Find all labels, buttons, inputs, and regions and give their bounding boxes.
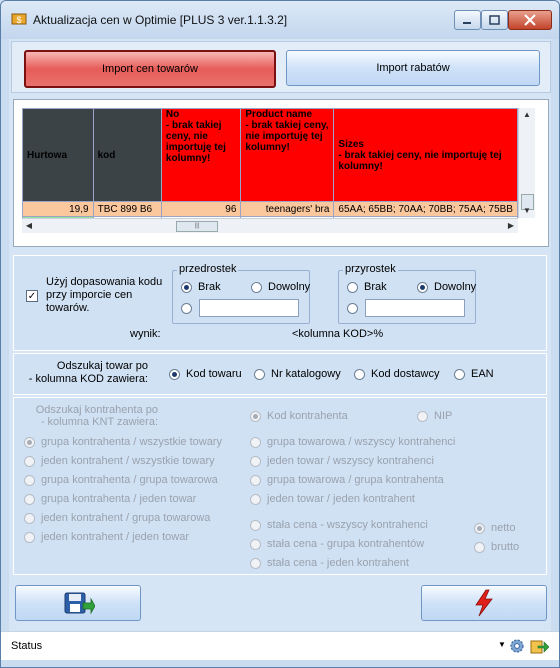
cell-no[interactable]: 96 (161, 202, 240, 217)
radio-dot (250, 437, 261, 448)
suffix-dowolny-radio[interactable] (417, 281, 476, 293)
radio-jeden-towar-jeden[interactable] (250, 493, 415, 505)
window-title: Aktualizacja cen w Optimie [PLUS 3 ver.1.1.3.2] (33, 13, 288, 27)
brutto-label: brutto (491, 541, 520, 553)
radio-dot (250, 539, 261, 550)
maximize-icon (482, 11, 507, 29)
radio-dot (24, 437, 35, 448)
radio-dot (250, 475, 261, 486)
radio-kod-towaru[interactable] (169, 368, 242, 380)
radio-dot (169, 369, 180, 380)
find-product-label: Odszukaj towar po - kolumna KOD zawiera: (28, 360, 148, 385)
radio-dot (24, 494, 35, 505)
result-label: wynik: (130, 328, 161, 340)
radio-dot (347, 303, 358, 314)
use-matching-checkbox[interactable]: ✓ (27, 291, 37, 302)
scroll-up-icon[interactable]: ▲ (523, 110, 531, 119)
horizontal-scroll-thumb[interactable]: ||| (176, 221, 218, 232)
radio-dot (474, 542, 485, 553)
kod-dostawcy-label: Kod dostawcy (371, 368, 440, 380)
grid-table (22, 108, 518, 218)
minimize-button[interactable] (454, 10, 481, 30)
radio-dot (250, 494, 261, 505)
prefix-brak-radio[interactable] (181, 281, 221, 293)
radio-dot (354, 369, 365, 380)
radio-dot (181, 282, 192, 293)
nr-katalogowy-label: Nr katalogowy (271, 368, 341, 380)
radio-kod-kontrahenta[interactable] (250, 410, 348, 422)
option-label: jeden kontrahent / jeden towar (41, 531, 189, 543)
cell-product[interactable]: teenagers' bra (241, 202, 334, 217)
lightning-icon (473, 589, 495, 617)
option-label: jeden kontrahent / grupa towarowa (41, 512, 211, 524)
data-grid[interactable] (22, 108, 518, 218)
kod-kontrahenta-label: Kod kontrahenta (267, 410, 348, 422)
col-header-sizes-text: Sizes - brak takiej ceny, nie importuję tej kolumny! (338, 138, 502, 172)
find-contractor-label: Odszukaj kontrahenta po - kolumna KNT zawiera: (35, 404, 158, 428)
radio-stala-wszyscy[interactable] (250, 519, 428, 531)
radio-grupa-grupa[interactable] (24, 474, 218, 486)
radio-dot (24, 456, 35, 467)
cell-hurtowa[interactable]: 19,9 (23, 202, 94, 217)
col-header-product-text: Product name - brak takiej ceny, nie importuję tej kolumny! (245, 109, 329, 153)
kod-towaru-label: Kod towaru (186, 368, 242, 380)
option-label: grupa towarowa / wszyscy kontrahenci (267, 436, 456, 448)
suffix-dowolny-label: Dowolny (434, 281, 477, 293)
col-header-no-text: No - brak takiej ceny, nie importuję tej kolumny! (165, 109, 226, 164)
radio-jeden-wszystkie[interactable] (24, 455, 215, 467)
radio-grupa-jeden[interactable] (24, 493, 196, 505)
maximize-button[interactable] (481, 10, 508, 30)
radio-dot (24, 532, 35, 543)
radio-dot (250, 520, 261, 531)
radio-jeden-grupa[interactable] (24, 512, 210, 524)
option-label: jeden towar / jeden kontrahent (267, 493, 415, 505)
radio-dot (417, 411, 428, 422)
import-discounts-button[interactable]: Import rabatów (286, 50, 540, 86)
prefix-dowolny-label: Dowolny (268, 281, 311, 293)
radio-dot (347, 282, 358, 293)
option-label: grupa towarowa / grupa kontrahenta (267, 474, 444, 486)
data-grid-panel (13, 99, 549, 247)
execute-button[interactable] (421, 585, 547, 621)
import-toolbar (11, 41, 551, 93)
netto-label: netto (491, 522, 516, 534)
radio-dot (24, 513, 35, 524)
prefix-dowolny-radio[interactable] (251, 281, 310, 293)
radio-nip[interactable] (417, 410, 452, 422)
app-icon (11, 11, 27, 27)
radio-dot (454, 369, 465, 380)
radio-jeden-towar-wszyscy[interactable] (250, 455, 434, 467)
radio-dot (250, 411, 261, 422)
find-product-panel (13, 353, 547, 395)
radio-dot (250, 558, 261, 569)
suffix-group (338, 263, 477, 324)
prefix-title: przedrostek (179, 263, 237, 275)
radio-jeden-jeden[interactable] (24, 531, 189, 543)
minimize-icon (455, 11, 480, 29)
radio-brutto[interactable] (474, 541, 519, 553)
radio-dot (417, 282, 428, 293)
cell-kod[interactable]: TBC 899 B6 (93, 202, 161, 217)
option-label: stała cena - grupa kontrahentów (267, 538, 425, 550)
status-bar (1, 631, 559, 660)
col-header-sizes[interactable] (334, 109, 518, 202)
prefix-brak-label: Brak (198, 281, 221, 293)
table-row[interactable] (23, 202, 518, 217)
suffix-input[interactable] (365, 299, 465, 317)
radio-kod-dostawcy[interactable] (354, 368, 439, 380)
option-label: jeden kontrahent / wszystkie towary (41, 455, 215, 467)
result-value: <kolumna KOD>% (292, 328, 384, 340)
option-label: stała cena - jeden kontrahent (267, 557, 409, 569)
export-icon[interactable] (529, 637, 549, 655)
save-button[interactable] (15, 585, 141, 621)
radio-grupa-towarowa-grupa[interactable] (250, 474, 444, 486)
radio-dot (181, 303, 192, 314)
radio-stala-grupa[interactable] (250, 538, 424, 550)
use-matching-label: Użyj dopasowania kodu przy imporcie cen towarów. (46, 276, 163, 314)
prefix-group (172, 263, 311, 324)
save-icon (61, 589, 95, 617)
suffix-title: przyrostek (345, 263, 396, 275)
cell-sizes[interactable]: 65AA; 65BB; 70AA; 70BB; 75AA; 75BB (334, 202, 518, 217)
svg-text:$: $ (16, 15, 22, 25)
col-header-kod[interactable]: kod (93, 109, 161, 202)
settings-gear-icon[interactable] (509, 638, 525, 654)
scroll-right-icon[interactable]: ▶ (507, 221, 515, 230)
option-label: stała cena - wszyscy kontrahenci (267, 519, 428, 531)
radio-grupa-wszystkie[interactable] (24, 436, 222, 448)
suffix-brak-radio[interactable] (347, 281, 387, 293)
col-header-product[interactable] (241, 109, 334, 202)
scroll-down-icon[interactable]: ▼ (523, 206, 531, 215)
close-icon (509, 11, 551, 29)
prefix-input[interactable] (199, 299, 299, 317)
radio-dot (251, 282, 262, 293)
radio-grupa-towarowa-wszyscy[interactable] (250, 436, 455, 448)
option-label: grupa kontrahenta / jeden towar (41, 493, 197, 505)
find-contractor-panel (13, 397, 547, 575)
radio-dot (254, 369, 265, 380)
status-text: Status (11, 640, 43, 652)
suffix-brak-label: Brak (364, 281, 387, 293)
option-label: grupa kontrahenta / grupa towarowa (41, 474, 218, 486)
radio-dot (24, 475, 35, 486)
prefix-custom-radio[interactable] (181, 303, 198, 314)
radio-ean[interactable] (454, 368, 494, 380)
ean-label: EAN (471, 368, 494, 380)
scroll-left-icon[interactable]: ◀ (25, 221, 33, 230)
client-area (9, 39, 551, 659)
radio-stala-jeden[interactable] (250, 557, 409, 569)
radio-netto[interactable] (474, 522, 515, 534)
option-label: grupa kontrahenta / wszystkie towary (41, 436, 222, 448)
close-button[interactable] (508, 10, 552, 30)
col-header-no[interactable] (161, 109, 240, 202)
suffix-custom-radio[interactable] (347, 303, 364, 314)
import-prices-button[interactable]: Import cen towarów (24, 50, 276, 88)
horizontal-scrollbar[interactable] (22, 218, 518, 233)
radio-dot (474, 523, 485, 534)
radio-nr-katalogowy[interactable] (254, 368, 341, 380)
vertical-scrollbar[interactable] (518, 108, 535, 218)
dropdown-arrow-icon[interactable]: ▼ (498, 640, 506, 649)
col-header-hurtowa[interactable]: Hurtowa (23, 109, 94, 202)
title-bar[interactable] (1, 1, 559, 39)
nip-label: NIP (434, 410, 453, 422)
radio-dot (250, 456, 261, 467)
option-label: jeden towar / wszyscy kontrahenci (267, 455, 434, 467)
code-matching-panel (13, 255, 547, 351)
